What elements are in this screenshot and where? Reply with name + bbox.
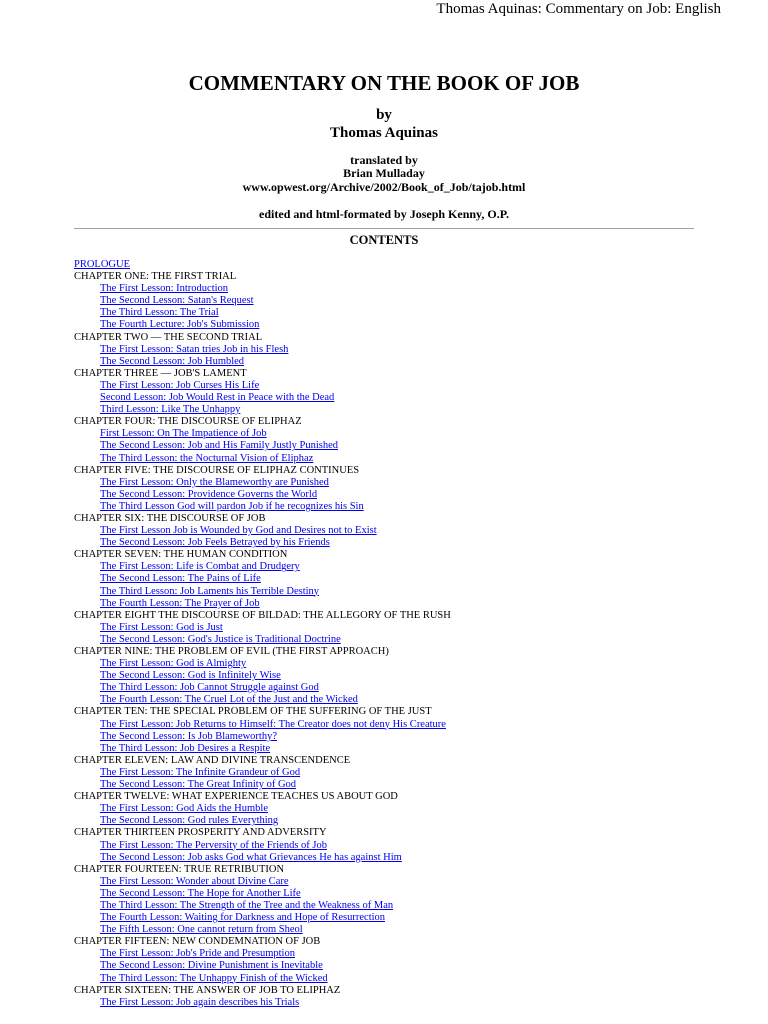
toc-lesson-row [74,779,694,791]
lesson-link[interactable]: The First Lesson: Job Returns to Himself: The Creator does not deny His Creature [100,718,446,730]
lesson-link[interactable]: The First Lesson: Job's Pride and Presumption [100,948,295,960]
by-line: by [376,107,392,123]
toc-chapter-row [74,791,694,803]
toc-chapter-row [74,271,694,283]
horizontal-rule [74,228,694,229]
chapter-heading: CHAPTER FOURTEEN: TRUE RETRIBUTION [74,863,285,875]
table-of-contents [74,259,694,1009]
toc-lesson-row [74,840,694,852]
lesson-link[interactable]: The Second Lesson: The Hope for Another Life [100,887,301,899]
lesson-link[interactable]: The Second Lesson: Satan's Request [100,295,254,307]
toc-lesson-row [74,573,694,585]
toc-lesson-row [74,767,694,779]
toc-lesson-row [74,731,694,743]
toc-chapter-row [74,416,694,428]
toc-lesson-row [74,852,694,864]
chapter-heading: CHAPTER THIRTEEN PROSPERITY AND ADVERSITY [74,827,327,839]
lesson-link[interactable]: The Second Lesson: Job Humbled [100,355,245,367]
toc-lesson-row [74,380,694,392]
toc-lesson-row [74,453,694,465]
lesson-link[interactable]: The Third Lesson: Job Desires a Respite [100,742,271,754]
chapter-heading: CHAPTER FOUR: THE DISCOURSE OF ELIPHAZ [74,416,302,428]
chapter-heading: CHAPTER TWO — THE SECOND TRIAL [74,331,263,343]
toc-lesson-row [74,307,694,319]
lesson-link[interactable]: First Lesson: On The Impatience of Job [100,428,267,440]
lesson-link[interactable]: The Second Lesson: The Great Infinity of God [100,779,297,791]
toc-lesson-row [74,803,694,815]
chapter-heading: CHAPTER ONE: THE FIRST TRIAL [74,271,237,283]
toc-chapter-row [74,465,694,477]
toc-lesson-row [74,948,694,960]
chapter-heading: CHAPTER ELEVEN: LAW AND DIVINE TRANSCENDENCE [74,754,351,766]
lesson-link[interactable]: The Third Lesson: The Trial [100,307,219,319]
lesson-link[interactable]: The First Lesson Job is Wounded by God and Desires not to Exist [100,525,377,537]
chapter-heading: CHAPTER TEN: THE SPECIAL PROBLEM OF THE SUFFERING OF THE JUST [74,706,432,718]
lesson-link[interactable]: The Second Lesson: Job and His Family Justly Punished [100,440,338,452]
chapter-heading: CHAPTER SIXTEEN: THE ANSWER OF JOB TO ELIPHAZ [74,984,341,996]
running-title: Thomas Aquinas: Commentary on Job: English [436,1,721,17]
chapter-heading: CHAPTER NINE: THE PROBLEM OF EVIL (THE FIRST APPROACH) [74,646,389,657]
lesson-link[interactable]: The Second Lesson: Providence Governs the World [100,488,318,500]
toc-lesson-row [74,912,694,924]
toc-lesson-row [74,900,694,912]
lesson-link[interactable]: The First Lesson: Only the Blameworthy are Punished [100,476,329,488]
toc-lesson-row [74,682,694,694]
chapter-heading: CHAPTER FIVE: THE DISCOURSE OF ELIPHAZ CONTINUES [74,464,360,476]
toc-lesson-row [74,924,694,936]
lesson-link[interactable]: The Second Lesson: Divine Punishment is Inevitable [100,960,323,972]
lesson-link[interactable]: The Fifth Lesson: One cannot return from Sheol [100,924,303,936]
lesson-link[interactable]: The Second Lesson: Is Job Blameworthy? [100,730,278,742]
lesson-link[interactable]: The Third Lesson: the Nocturnal Vision of Eliphaz [100,452,314,464]
toc-lesson-row [74,658,694,670]
toc-chapter-row [74,368,694,380]
toc-lesson-row [74,670,694,682]
toc-lesson-row [74,960,694,972]
toc-lesson-row [74,525,694,537]
lesson-link[interactable]: The Second Lesson: Job asks God what Grievances He has against Him [100,851,402,863]
lesson-link[interactable]: The First Lesson: Satan tries Job in his Flesh [100,343,289,355]
toc-lesson-row [74,537,694,549]
toc-chapter-row [74,985,694,997]
toc-lesson-row [74,561,694,573]
lesson-link[interactable]: The First Lesson: Introduction [100,283,229,295]
lesson-link[interactable]: The Fourth Lecture: Job's Submission [100,319,260,331]
lesson-link[interactable]: Second Lesson: Job Would Rest in Peace with the Dead [100,392,335,404]
lesson-link[interactable]: The Fourth Lesson: The Prayer of Job [100,597,260,609]
lesson-link[interactable]: The First Lesson: Job again describes his Trials [100,996,300,1008]
contents-heading: CONTENTS [349,233,419,247]
chapter-heading: CHAPTER TWELVE: WHAT EXPERIENCE TEACHES US ABOUT GOD [74,791,398,803]
toc-lesson-row [74,501,694,513]
lesson-link[interactable]: The Third Lesson God will pardon Job if he recognizes his Sin [100,500,364,512]
toc-lesson-row [74,392,694,404]
translator-name: Brian Mulladay [343,166,425,180]
toc-chapter-row [74,549,694,561]
toc-chapter-row [74,827,694,839]
lesson-link[interactable]: The Second Lesson: The Pains of Life [100,573,261,585]
lesson-link[interactable]: The First Lesson: The Perversity of the Friends of Job [100,839,327,851]
toc-lesson-row [74,997,694,1009]
toc-chapter-row [74,513,694,525]
lesson-link[interactable]: The Third Lesson: Job Laments his Terrible Destiny [100,585,320,597]
chapter-heading: CHAPTER THREE — JOB'S LAMENT [74,367,247,379]
chapter-heading: CHAPTER SEVEN: THE HUMAN CONDITION [74,549,288,561]
toc-lesson-row [74,622,694,634]
toc-lesson-row [74,876,694,888]
toc-lesson-row [74,694,694,706]
source-url: www.opwest.org/Archive/2002/Book_of_Job/tajob.html [242,180,526,194]
toc-chapter-row [74,610,694,622]
chapter-heading: CHAPTER EIGHT THE DISCOURSE OF BILDAD: THE ALLEGORY OF THE RUSH [74,609,451,621]
toc-lesson-row [74,598,694,610]
toc-lesson-row [74,428,694,440]
lesson-link[interactable]: The Third Lesson: The Unhappy Finish of the Wicked [100,972,328,984]
editor-credit: edited and html-formated by Joseph Kenny, O.P. [259,207,509,221]
toc-lesson-row [74,344,694,356]
toc-lesson-row [74,815,694,827]
lesson-link[interactable]: The First Lesson: God Aids the Humble [100,803,268,815]
lesson-link[interactable]: The Second Lesson: God's Justice is Traditional Doctrine [100,633,341,645]
toc-lesson-row [74,295,694,307]
chapter-heading: CHAPTER FIFTEEN: NEW CONDEMNATION OF JOB [74,936,321,948]
lesson-link[interactable]: The Third Lesson: Job Cannot Struggle against God [100,682,319,694]
lesson-link[interactable]: The Fourth Lesson: The Cruel Lot of the Just and the Wicked [100,694,358,706]
toc-lesson-row [74,259,694,271]
toc-chapter-row [74,706,694,718]
lesson-link[interactable]: The Third Lesson: The Strength of the Tree and the Weakness of Man [100,899,394,911]
lesson-link[interactable]: The Second Lesson: Job Feels Betrayed by his Friends [100,537,330,549]
toc-lesson-row [74,586,694,598]
toc-lesson-row [74,489,694,501]
toc-lesson-row [74,404,694,416]
toc-lesson-row [74,973,694,985]
lesson-link[interactable]: The First Lesson: Wonder about Divine Care [100,875,289,887]
toc-lesson-row [74,477,694,489]
chapter-heading: CHAPTER SIX: THE DISCOURSE OF JOB [74,512,266,524]
translated-by-label: translated by [350,153,418,167]
lesson-link[interactable]: The Fourth Lesson: Waiting for Darkness and Hope of Resurrection [100,912,386,924]
lesson-link[interactable]: The First Lesson: Life is Combat and Drudgery [100,561,300,573]
author-name: Thomas Aquinas [330,125,438,141]
prologue-link[interactable]: PROLOGUE [74,259,131,270]
toc-lesson-row [74,356,694,368]
toc-lesson-row [74,634,694,646]
toc-chapter-row [74,755,694,767]
toc-chapter-row [74,332,694,344]
lesson-link[interactable]: The First Lesson: God is Almighty [100,658,247,670]
toc-chapter-row [74,646,694,658]
toc-chapter-row [74,936,694,948]
lesson-link[interactable]: The First Lesson: The Infinite Grandeur of God [100,766,301,778]
lesson-link[interactable]: The First Lesson: Job Curses His Life [100,379,260,391]
lesson-link[interactable]: The First Lesson: God is Just [100,621,223,633]
toc-lesson-row [74,440,694,452]
toc-lesson-row [74,888,694,900]
lesson-link[interactable]: The Second Lesson: God is Infinitely Wise [100,670,281,682]
lesson-link[interactable]: Third Lesson: Like The Unhappy [100,404,241,416]
toc-lesson-row [74,743,694,755]
toc-lesson-row [74,719,694,731]
toc-chapter-row [74,864,694,876]
lesson-link[interactable]: The Second Lesson: God rules Everything [100,815,279,827]
toc-lesson-row [74,319,694,331]
page-title: COMMENTARY ON THE BOOK OF JOB [188,71,580,95]
toc-lesson-row [74,283,694,295]
